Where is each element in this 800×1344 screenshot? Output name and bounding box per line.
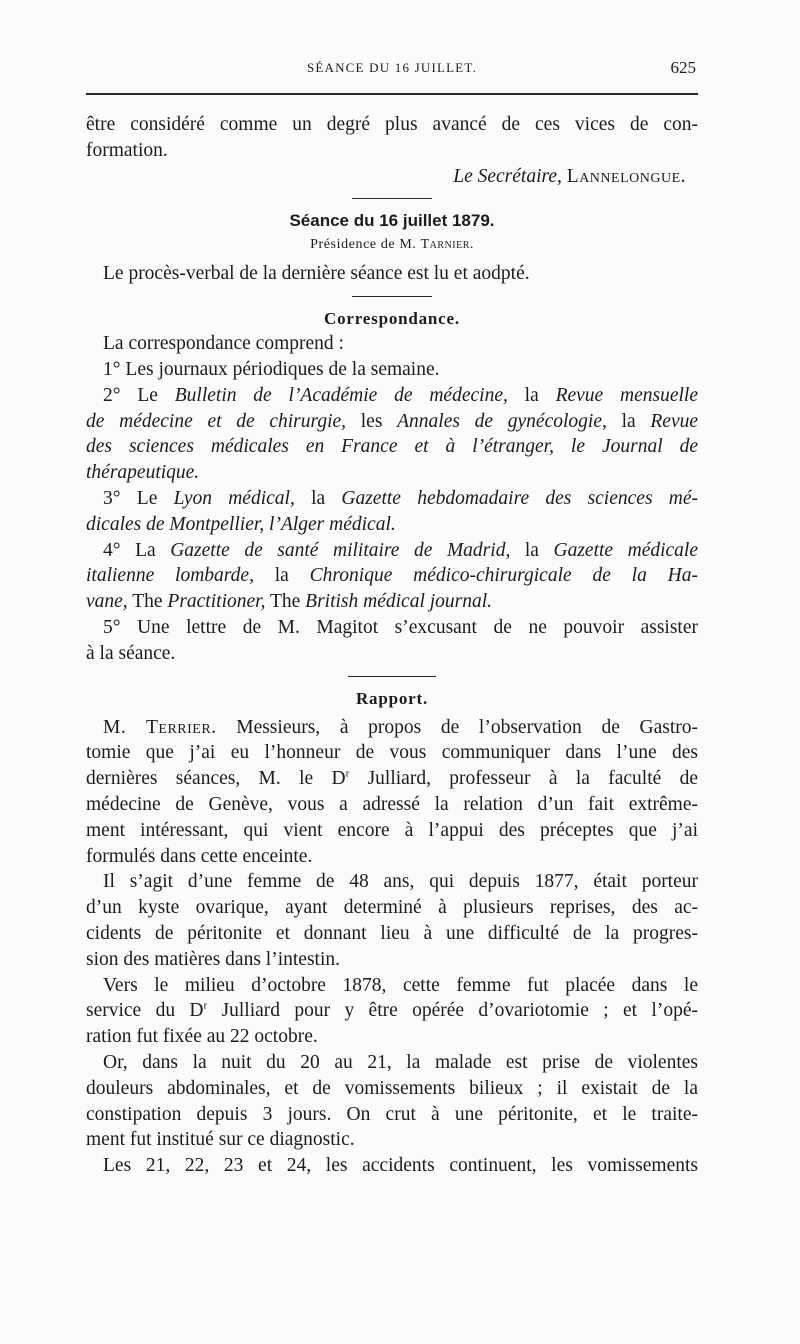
text-line: ment intéressant, qui vient encore à l’appui des préceptes que j’ai [86, 819, 698, 841]
text-line: constipation depuis 3 jours. On crut à une péritonite, et le traite- [86, 1103, 698, 1125]
paragraph-line: M. Terrier. Messieurs, à propos de l’observation de Gastro- [103, 716, 698, 738]
paragraph-line: Vers le milieu d’octobre 1878, cette femme fut placée dans le [103, 974, 698, 996]
list-item: 3° Le Lyon médical, la Gazette hebdomadaire des sciences mé- [103, 487, 698, 509]
text-line: La correspondance comprend : [103, 333, 344, 355]
text-line: de médecine et de chirurgie, les Annales de gynécologie, la Revue [86, 410, 699, 432]
section-rule [348, 676, 436, 677]
list-item: 2° Le Bulletin de l’Académie de médecine, la Revue mensuelle [103, 384, 698, 406]
text-line: sion des matières dans l’intestin. [86, 948, 340, 970]
text-line: être considéré comme un degré plus avancé de ces vices de con- [86, 114, 698, 135]
header-rule [86, 93, 698, 95]
text-line: service du $D^r$ Julliard pour y être opérée d’ovariotomie ; et l’opé- [86, 999, 698, 1022]
text-line: ration fut fixée au 22 octobre. [86, 1026, 318, 1048]
text-line: italienne lombarde, la Chronique médico-chirurgicale de la Ha- [86, 565, 698, 587]
text-line: cidents de péritonite et donnant lieu à une difficulté de la progres- [86, 922, 698, 944]
text-line: dicales de Montpellier, l’Alger médical. [86, 513, 396, 535]
page-body [86, 112, 698, 1179]
secretary-signature [86, 164, 698, 190]
minutes-line: Le procès-verbal de la dernière séance est lu et aodpté. [103, 263, 530, 285]
presidence-name: Tarnier. [420, 237, 474, 253]
session-title: Séance du 16 juillet 1879. [289, 211, 495, 231]
presidence-label: Présidence de M. [310, 237, 417, 253]
text-line: thérapeutique. [86, 462, 200, 484]
list-item: 4° La Gazette de santé militaire de Madrid, la Gazette médicale [103, 539, 698, 561]
text-line: médecine de Genève, vous a adressé la relation d’un fait extrême- [86, 793, 698, 815]
list-item: 5° Une lettre de M. Magitot s’excusant de ne pouvoir assister [103, 616, 698, 638]
paragraph-line: Il s’agit d’une femme de 48 ans, qui depuis 1877, était porteur [103, 871, 698, 893]
list-item: 1° Les journaux périodiques de la semaine. [103, 358, 440, 380]
paragraph-line: Les 21, 22, 23 et 24, les accidents continuent, les vomissements [103, 1155, 698, 1177]
text-line: vane, The Practitioner, The British médical journal. [86, 591, 493, 613]
text-line: douleurs abdominales, et de vomissements bilieux ; il existait de la [86, 1077, 698, 1099]
signature-role: Le Secrétaire, [453, 165, 562, 187]
text-line: tomie que j’ai eu l’honneur de vous communiquer dans l’une des [86, 742, 698, 764]
page-number: 625 [670, 58, 696, 77]
rapport-heading: Rapport. [355, 688, 429, 708]
signature-name: Lannelongue. [566, 165, 686, 187]
text-line: à la séance. [86, 642, 176, 664]
running-title: SÉANCE DU 16 JUILLET. [306, 60, 478, 75]
text-line: formation. [86, 139, 168, 161]
text-line: dernières séances, M. le $D^r$ Julliard, professeur à la faculté de [86, 767, 698, 790]
correspondance-heading: Correspondance. [324, 309, 460, 329]
paragraph-line: Or, dans la nuit du 20 au 21, la malade est prise de violentes [103, 1051, 698, 1073]
presidence-line [86, 233, 698, 257]
text-line: ment fut institué sur ce diagnostic. [86, 1129, 355, 1151]
speaker-name: M. Terrier. [103, 716, 217, 738]
text-line: d’un kyste ovarique, ayant determiné à plusieurs reprises, des ac- [86, 897, 698, 919]
text-line: formulés dans cette enceinte. [86, 845, 313, 867]
section-rule [352, 296, 432, 297]
section-rule [352, 198, 432, 199]
text-line: des sciences médicales en France et à l’étranger, le Journal de [86, 436, 698, 458]
running-head [86, 60, 698, 86]
